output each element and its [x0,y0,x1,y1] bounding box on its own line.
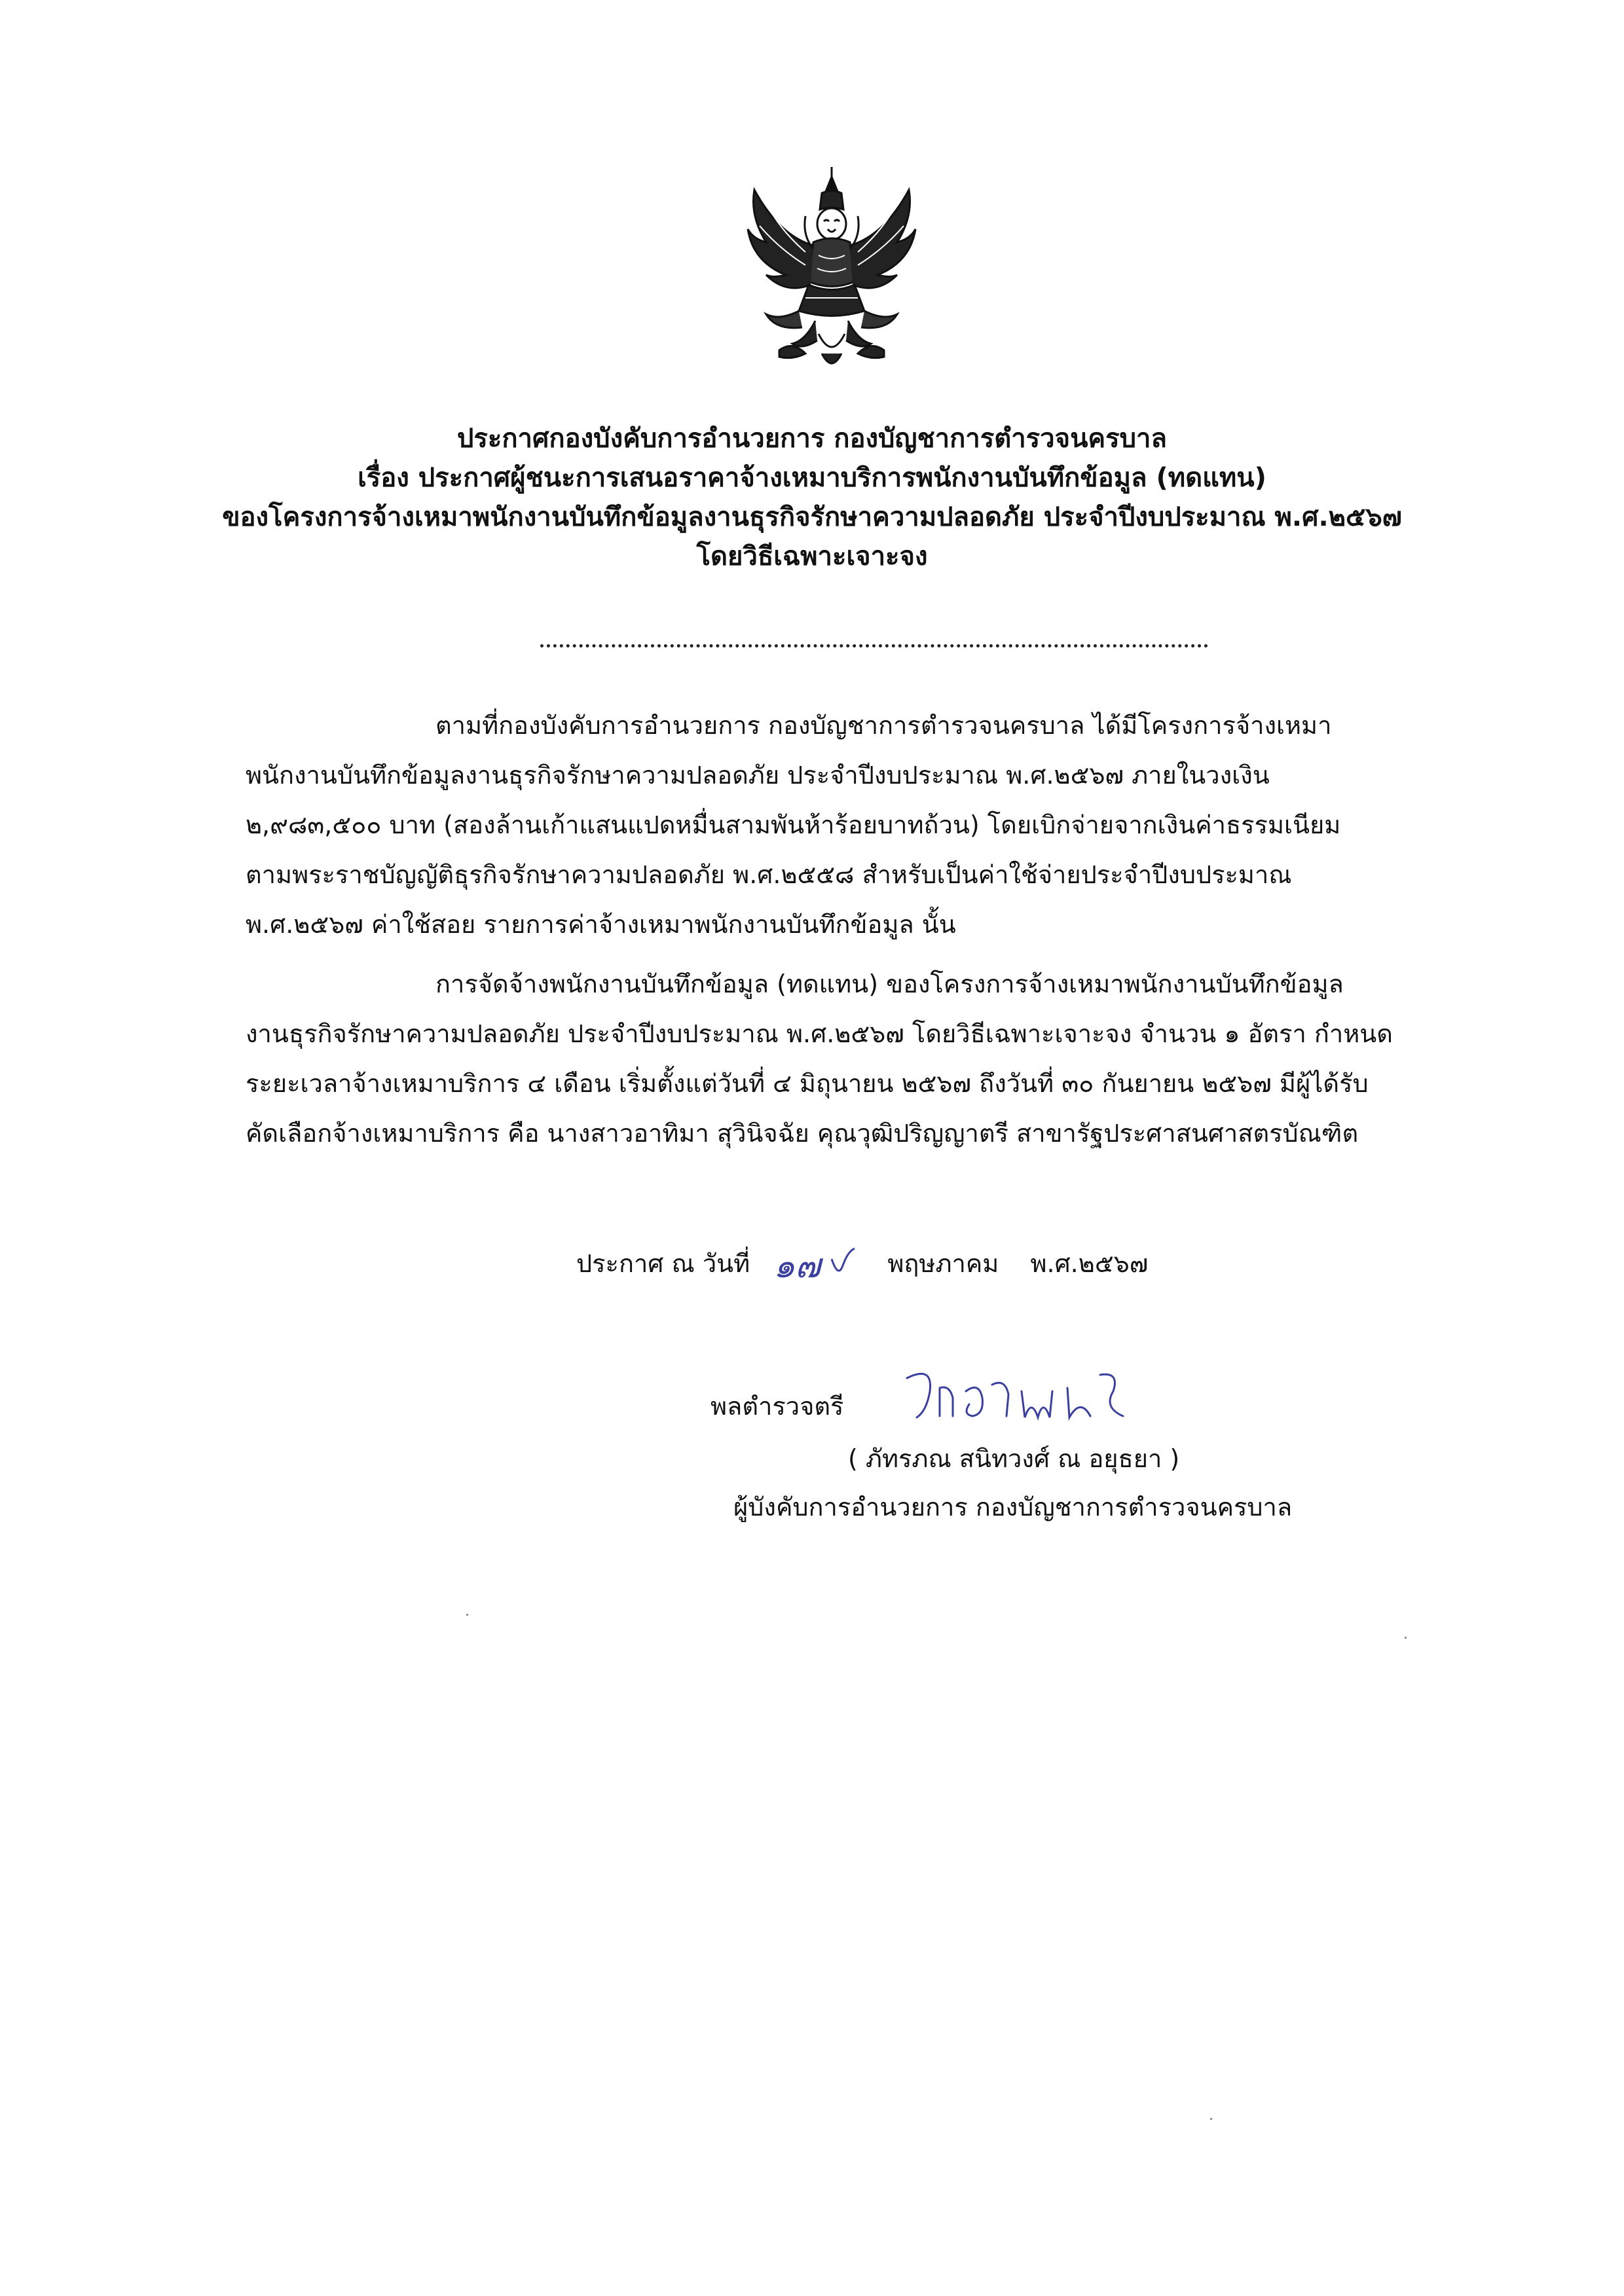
paragraph-1-line-1: ตามที่กองบังคับการอำนวยการ กองบัญชาการตำรวจนครบาล ได้มีโครงการจ้างเหมา [435,711,1332,740]
handwritten-signature-icon [894,1358,1130,1430]
announcement-header [196,419,1428,576]
paragraph-2-line-2: งานธุรกิจรักษาความปลอดภัย ประจำปีงบประมาณ พ.ศ.๒๕๖๗ โดยวิธีเฉพาะเจาะจง จำนวน ๑ อัตรา กำหนด [246,1019,1393,1048]
scan-speck [1210,2118,1212,2120]
header-line-2: เรื่อง ประกาศผู้ชนะการเสนอราคาจ้างเหมาบริการพนักงานบันทึกข้อมูล (ทดแทน) [358,463,1266,493]
signatory-rank: พลตำรวจตรี [710,1392,844,1421]
paragraph-1-line-4: ตามพระราชบัญญัติธุรกิจรักษาความปลอดภัย พ.ศ.๒๕๕๘ สำหรับเป็นค่าใช้จ่ายประจำปีงบประมาณ [246,860,1292,889]
paragraph-2-line-3: ระยะเวลาจ้างเหมาบริการ ๔ เดือน เริ่มตั้งแต่วันที่ ๔ มิถุนายน ๒๕๖๗ ถึงวันที่ ๓๐ กันยายน ๒๕๖๗ มีผู้ได้รับ [246,1069,1369,1098]
body-paragraph-1 [246,701,1470,949]
paragraph-1-line-3: ๒,๙๘๓,๕๐๐ บาท (สองล้านเก้าแสนแปดหมื่นสามพันห้าร้อยบาทถ้วน) โดยเบิกจ่ายจากเงินค่าธรรมเนียม [246,811,1341,839]
handwritten-day [769,1246,868,1285]
date-prefix: ประกาศ ณ วันที่ [576,1249,750,1278]
garuda-emblem-icon [740,164,923,380]
header-line-3: ของโครงการจ้างเหมาพนักงานบันทึกข้อมูลงานธุรกิจรักษาความปลอดภัย ประจำปีงบประมาณ พ.ศ.๒๕๖๗ [222,502,1402,532]
scan-speck [466,1614,468,1616]
paragraph-2-line-1: การจัดจ้างพนักงานบันทึกข้อมูล (ทดแทน) ของโครงการจ้างเหมาพนักงานบันทึกข้อมูล [435,970,1344,998]
header-line-1: ประกาศกองบังคับการอำนวยการ กองบัญชาการตำรวจนครบาล [456,424,1168,454]
dotted-divider [540,644,1208,647]
handwritten-day-text: ๑๗ [773,1246,821,1285]
date-month: พฤษภาคม [887,1249,999,1278]
header-line-4: โดยวิธีเฉพาะเจาะจง [696,541,928,572]
paragraph-1-line-2: พนักงานบันทึกข้อมูลงานธุรกิจรักษาความปลอดภัย ประจำปีงบประมาณ พ.ศ.๒๕๖๗ ภายในวงเงิน [246,761,1270,790]
signatory-position: ผู้บังคับการอำนวยการ กองบัญชาการตำรวจนครบาล [733,1493,1293,1522]
scan-speck [1405,1637,1407,1639]
paragraph-2-line-4: คัดเลือกจ้างเหมาบริการ คือ นางสาวอาทิมา สุวินิจฉัย คุณวุฒิปริญญาตรี สาขารัฐประศาสนศาสตรบัณฑิต [246,1119,1359,1148]
paragraph-1-line-5: พ.ศ.๒๕๖๗ ค่าใช้สอย รายการค่าจ้างเหมาพนักงานบันทึกข้อมูล นั้น [246,910,956,939]
body-paragraph-2 [246,959,1470,1158]
signatory-name: ( ภัทรภณ สนิทวงศ์ ณ อยุธยา ) [848,1444,1180,1473]
announcement-date [576,1244,1148,1285]
date-year: พ.ศ.๒๕๖๗ [1030,1249,1149,1278]
